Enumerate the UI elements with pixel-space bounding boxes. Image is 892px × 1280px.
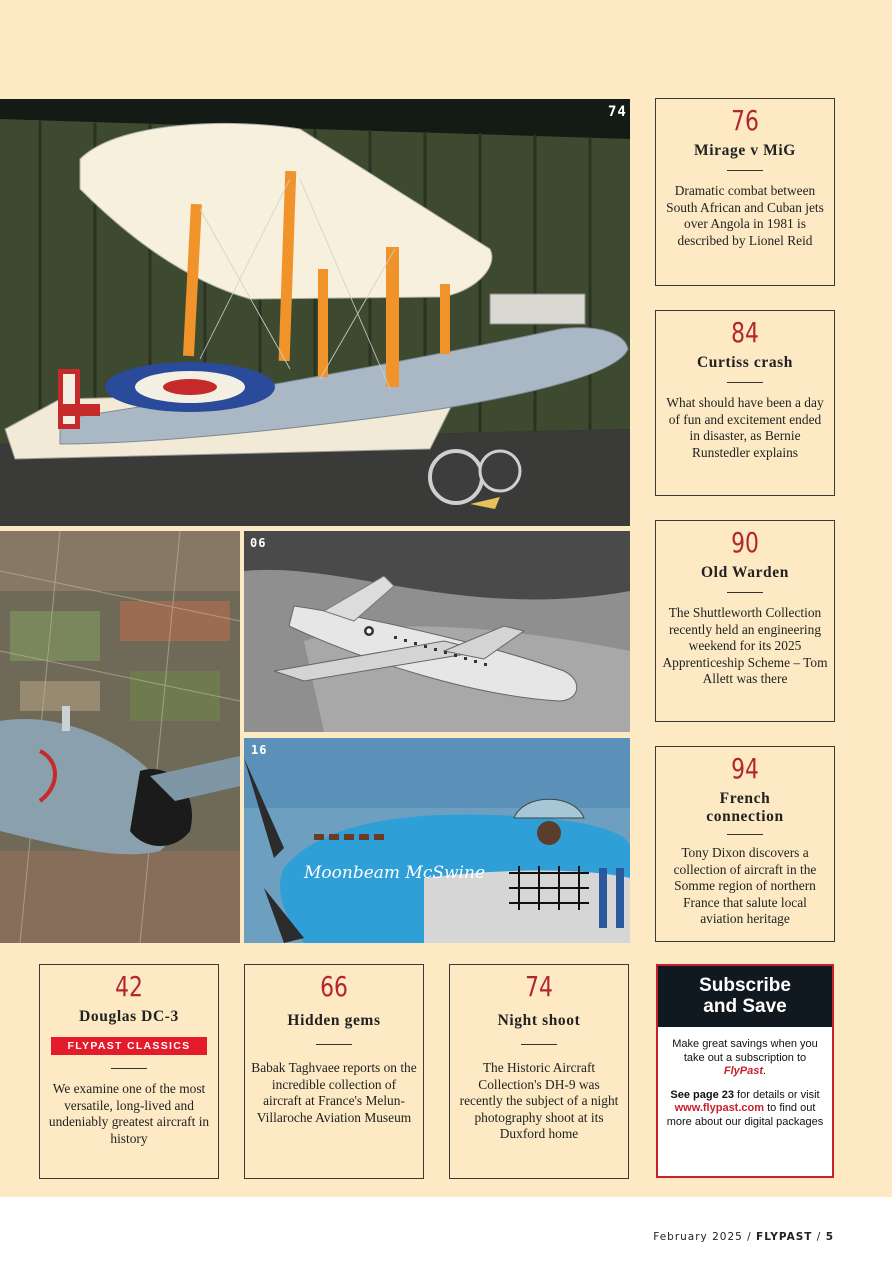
photo-dh9-biplane xyxy=(0,99,630,526)
flypast-classics-tag: FLYPAST CLASSICS xyxy=(51,1037,207,1055)
article-box-night-shoot[interactable] xyxy=(449,964,629,1179)
see-page-link[interactable]: See page 23 xyxy=(670,1088,734,1101)
subscribe-text-end: . xyxy=(763,1065,767,1077)
subscribe-details-part: for details or visit xyxy=(734,1088,820,1101)
subscribe-box[interactable] xyxy=(656,964,834,1178)
article-title: Douglas DC-3 xyxy=(79,1008,179,1025)
divider xyxy=(521,1044,557,1045)
footer-separator: / xyxy=(742,1231,757,1243)
article-page-number: 90 xyxy=(731,526,759,559)
article-page-number: 94 xyxy=(731,752,759,785)
brand-name: FlyPast xyxy=(723,1065,764,1077)
article-title: Night shoot xyxy=(497,1012,581,1029)
divider xyxy=(316,1044,352,1045)
article-page-number: 74 xyxy=(525,970,553,1003)
divider xyxy=(727,592,763,593)
article-summary: The Shuttleworth Collection recently held an engineering weekend for its 2025 Apprenticeship Scheme – Tom Allett was there xyxy=(662,605,828,686)
article-summary: Dramatic combat between South African and Cuban jets over Angola in 1981 is described by Lionel Reid xyxy=(666,183,824,248)
subscribe-details-end: to find out more about our digital packages xyxy=(666,1102,824,1128)
svg-text:Moonbeam McSwine: Moonbeam McSwine xyxy=(304,863,485,883)
article-title: French connection xyxy=(706,790,784,825)
article-summary: What should have been a day of fun and excitement ended in disaster, as Bernie Runstedler explains xyxy=(666,395,824,460)
subscribe-details xyxy=(658,1089,832,1130)
article-box-curtiss[interactable] xyxy=(655,310,835,496)
divider xyxy=(111,1068,147,1069)
subscribe-text xyxy=(658,1038,832,1079)
article-box-hidden-gems[interactable] xyxy=(244,964,424,1179)
photo-page-number: 06 xyxy=(250,536,267,550)
page-footer xyxy=(653,1231,834,1243)
subscribe-text-part: Make great savings when you take out a subscription to xyxy=(672,1038,818,1064)
article-summary: Babak Taghvaee reports on the incredible collection of aircraft at France's Melun-Villaroche Aviation Museum xyxy=(251,1060,417,1125)
photo-aerial-aircraft xyxy=(0,531,240,943)
article-box-old-warden[interactable] xyxy=(655,520,835,722)
subscribe-title-line1: Subscribe xyxy=(699,975,791,996)
divider xyxy=(727,170,763,171)
photo-page-number: 16 xyxy=(251,743,268,757)
website-link[interactable]: www.flypast.com xyxy=(674,1102,765,1114)
footer-date: February 2025 xyxy=(653,1231,743,1243)
article-page-number: 66 xyxy=(320,970,348,1003)
divider xyxy=(727,382,763,383)
article-title: Old Warden xyxy=(701,564,789,581)
subscribe-title-line2: and Save xyxy=(703,996,787,1017)
article-page-number: 76 xyxy=(731,104,759,137)
article-title: Curtiss crash xyxy=(696,354,794,371)
subscribe-heading xyxy=(658,966,832,1027)
photo-page-number: 74 xyxy=(608,104,627,120)
article-title: Hidden gems xyxy=(287,1012,381,1029)
article-page-number: 84 xyxy=(731,316,759,349)
footer-page-number: 5 xyxy=(825,1231,834,1243)
article-page-number: 42 xyxy=(115,970,143,1003)
article-box-dc3[interactable] xyxy=(39,964,219,1179)
article-summary: Tony Dixon discovers a collection of aircraft in the Somme region of northern France that salute local aviation heritage xyxy=(673,845,817,926)
article-box-french-connection[interactable] xyxy=(655,746,835,942)
photo-mustang xyxy=(244,738,630,943)
divider xyxy=(727,834,763,835)
article-box-mirage[interactable] xyxy=(655,98,835,286)
article-title: Mirage v MiG xyxy=(694,142,796,159)
photo-bw-jet xyxy=(244,531,630,732)
article-summary: We examine one of the most versatile, long-lived and undeniably greatest aircraft in history xyxy=(48,1081,210,1146)
footer-magazine: FLYPAST xyxy=(756,1231,813,1243)
footer-separator: / xyxy=(812,1231,826,1243)
article-summary: The Historic Aircraft Collection's DH-9 was recently the subject of a night photography shoot at its Duxford home xyxy=(459,1060,619,1141)
